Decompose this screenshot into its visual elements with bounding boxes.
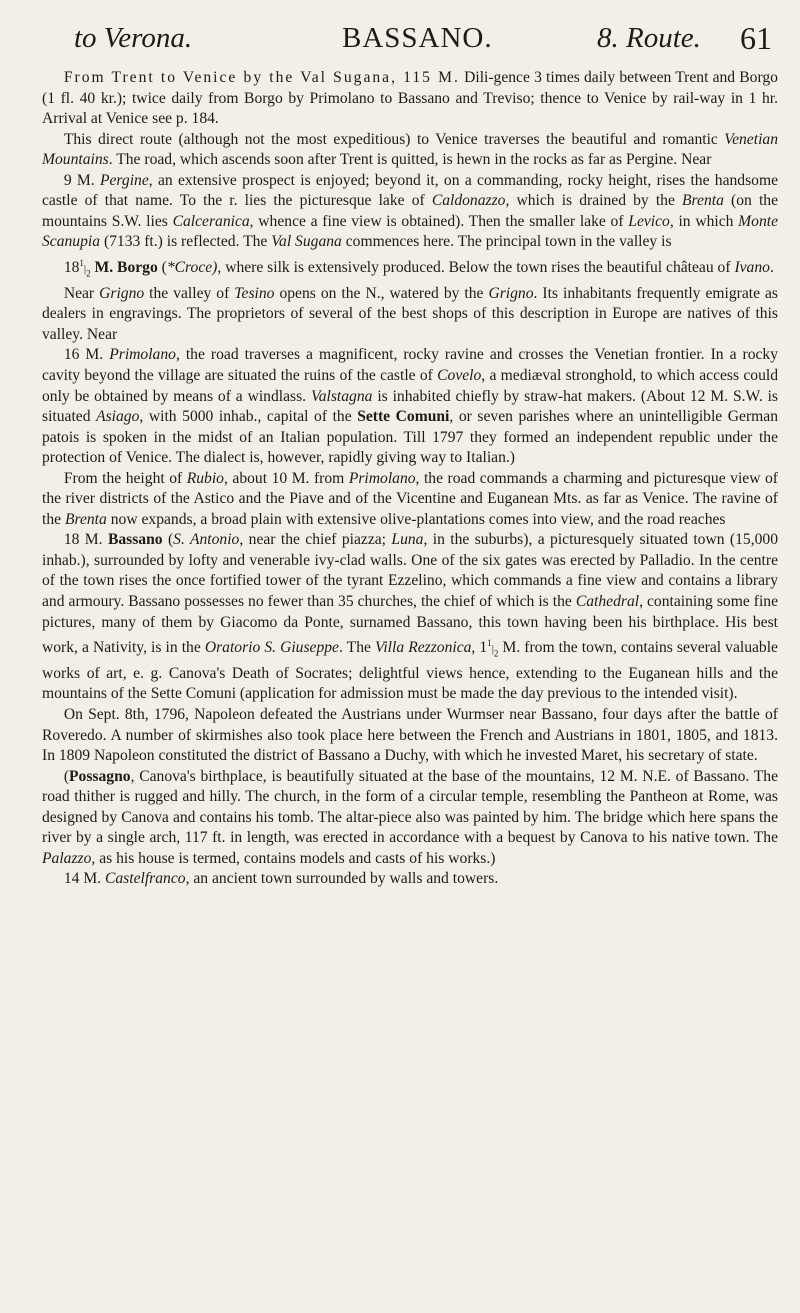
place-name: Rubio: [186, 469, 224, 487]
place-name: Primolano: [348, 469, 416, 487]
text-run: , Canova's birthplace, is beautifully situated at the base of the mountains, 12 M. N.E. of Bassano. The road thither is rugged and hilly. The church, in the form of a circular temple, resembling the Pantheon at Rome, was designed by Canova and contains his tomb. The altar-piece also was painted by him. The bridge which here spans the river by a single arch, 117 ft. in length, was erected in accordance with a bequest by Canova to his native town. The: [42, 767, 778, 847]
text-run: (7133 ft.) is reflected. The: [100, 233, 272, 251]
text-run: , with 5000 inhab., capital of the: [139, 408, 358, 426]
bassano-paragraph: [42, 530, 778, 705]
place-name: Brenta: [682, 192, 724, 210]
hotel-name: Luna: [391, 531, 424, 549]
page-number: 61: [740, 20, 772, 56]
place-name: Monte Scanupia: [42, 212, 779, 251]
text-run: is inhabited chiefly by straw-hat makers. (About 12 M. S.W. is situated: [42, 387, 778, 426]
fraction-denominator: 2: [86, 268, 91, 279]
place-name: Primolano: [109, 346, 176, 364]
text-run: , which is drained by the: [505, 192, 683, 210]
hotel-name: S. Antonio: [173, 531, 240, 549]
place-name: Oratorio S. Giuseppe: [204, 639, 339, 657]
place-name: Levico: [628, 212, 670, 230]
text-run: , about 10 M. from: [223, 469, 349, 487]
text-run: the valley of: [144, 284, 235, 302]
text-run: 115 M.: [403, 69, 460, 86]
town-name: Bassano: [107, 531, 163, 549]
text-run: , in which: [669, 212, 739, 230]
text-run: opens on the N., watered by the: [274, 284, 489, 302]
text-run: , an extensive prospect is enjoyed; beyond it, on a commanding, rocky height, rises the handsome castle of that name. To the r. lies the picturesque lake of: [42, 171, 779, 210]
fraction-numerator: 1: [487, 638, 492, 649]
place-name: Venetian Mountains: [42, 130, 778, 169]
text-run: (on the mountains S.W. lies: [42, 192, 778, 230]
text-run: , near the chief piazza;: [239, 531, 392, 549]
place-name: Covelo: [437, 366, 482, 384]
place-name: Val Sugana: [271, 233, 342, 251]
text-run: , whence a fine view is obtained). Then the smaller lake of: [249, 212, 629, 230]
text-run: Near: [63, 284, 100, 302]
town-name: M. Borgo: [90, 259, 158, 277]
distance: 1: [479, 639, 488, 657]
place-name: Pergine: [99, 171, 149, 189]
text-run: From Trent to Venice by the Val Sugana,: [63, 69, 404, 86]
possagno-paragraph: [42, 767, 778, 870]
text-run: , as his house is termed, contains models and casts of his works.): [91, 849, 496, 867]
page-body: [42, 68, 778, 890]
place-name: Possagno: [69, 767, 131, 785]
header-town: BASSANO.: [342, 22, 493, 54]
place-name: Tesino: [234, 284, 275, 302]
text-run: On Sept. 8th, 1796, Napoleon defeated the Austrians under Wurmser near Bassano, four days after the battle of Roveredo. A number of skirmishes also took place here between the French and Austrians in 1801, 1805, and 1813. In 1809 Napoleon constituted the district of Bassano a Duchy, with which he invested Maret, his secretary of state.: [42, 706, 778, 765]
text-run: . Its inhabitants frequently emigrate as dealers in engravings. The proprietors of several of the best shops of this description in Europe are natives of this valley. Near: [42, 284, 778, 343]
place-name: Calceranica: [172, 212, 250, 230]
place-name: Ivano: [734, 259, 770, 277]
running-header: [42, 20, 778, 62]
text-run: commences here. The principal town in the valley is: [341, 233, 672, 251]
fraction-bar: |: [83, 263, 87, 276]
place-name: Brenta: [64, 510, 107, 528]
text-run: , the road commands a charming and picturesque view of the river districts of the Astico and the Piave and of the Vicentine and Euganean Mts. as far as Venice. The ravine of the: [42, 469, 778, 528]
place-name: Palazzo: [42, 849, 92, 867]
route-summary-paragraph: [42, 68, 778, 130]
place-name: Asiago: [96, 408, 140, 426]
place-name: Grigno: [99, 284, 145, 302]
text-run: , an ancient town surrounded by walls and towers.: [185, 870, 499, 888]
distance: 16 M.: [63, 346, 110, 364]
hotel-name: *Croce): [166, 259, 218, 277]
fraction-bar: |: [491, 643, 494, 656]
castelfranco-paragraph: [42, 869, 778, 890]
text-run: , where silk is extensively produced. Below the town rises the beautiful château of: [217, 259, 735, 277]
text-run: M. from the town, contains several valuable works of art, e. g. Canova's Death of Socrates; delightful views hence, extending to the Euganean hills and the mountains of the Sette Comuni (application for admission must be made the day previous to the intended visit).: [42, 639, 778, 703]
text-run: (: [63, 767, 70, 785]
distance: 14 M.: [63, 870, 105, 888]
napoleon-paragraph: [42, 705, 778, 767]
text-run: , the road traverses a magnificent, rocky ravine and crosses the Venetian frontier. In a rocky cavity beyond the village are situated the ruins of the castle of: [42, 346, 779, 384]
place-name: Valstagna: [310, 387, 373, 405]
text-run: now expands, a broad plain with extensive olive-plantations comes into view, and the road reaches: [106, 510, 726, 528]
distance: 9 M.: [63, 171, 100, 189]
rubio-paragraph: [42, 469, 778, 531]
text-run: . The: [338, 639, 375, 657]
header-route: 8. Route.: [597, 22, 701, 54]
borgo-paragraph: [42, 253, 778, 284]
place-name: Caldonazzo: [431, 192, 506, 210]
text-run: .: [769, 259, 774, 277]
intro-paragraph: [42, 130, 778, 171]
text-run: , a mediæval stronghold, to which access could only be obtained by means of a windlass.: [42, 366, 778, 405]
place-name: Cathedral: [575, 592, 640, 610]
place-name: Castelfranco: [104, 870, 186, 888]
text-run: ,: [471, 639, 480, 657]
fraction-denominator: 2: [493, 648, 499, 659]
text-run: (: [162, 531, 174, 549]
text-run: . The road, which ascends soon after Trent is quitted, is hewn in the rocks as far as Pergine. Near: [108, 151, 712, 169]
text-run: Dili-gence 3 times daily between Trent and Borgo (1 fl. 40 kr.); twice daily from Borgo by Primolano to Bassano and Treviso; thence to Venice by rail-way in 1 hr. Arrival at Venice see p. 184.: [42, 69, 778, 128]
distance: 18: [63, 259, 80, 277]
text-run: (: [157, 259, 167, 277]
header-destination: to Verona.: [74, 22, 193, 54]
place-name: Grigno: [488, 284, 534, 302]
text-run: , in the suburbs), a picturesquely situated town (15,000 inhab.), surrounded by lofty and venerable ivy-clad walls. One of the six gates was erected by Palladio. In the centre of the town rises the once fortified tower of the tyrant Ezzelino, which commands a fine view and contains a library and armoury. Bassano possesses no fewer than 35 churches, the chief of which is the: [42, 531, 778, 610]
fraction-numerator: 1: [79, 257, 84, 268]
place-name: Sette Comuni: [357, 408, 450, 426]
place-name: Villa Rezzonica: [374, 639, 472, 657]
pergine-paragraph: [42, 171, 778, 253]
text-run: This direct route (although not the most expeditious) to Venice traverses the beautiful and romantic: [63, 130, 725, 148]
grigno-paragraph: [42, 284, 778, 346]
text-run: , containing some fine pictures, many of them by Giacomo da Ponte, surnamed Bassano, this town having been his birthplace. His best work, a Nativity, is in the: [42, 592, 779, 657]
text-run: From the height of: [63, 469, 187, 487]
distance: 18 M.: [63, 531, 108, 549]
primolano-paragraph: [42, 345, 778, 468]
text-run: , or seven parishes where an unintelligible German patois is spoken in the midst of an Italian population. Till 1797 they formed an independent republic under the protection of Venice. The dialect is, however, rapidly giving way to Italian.): [42, 408, 779, 467]
